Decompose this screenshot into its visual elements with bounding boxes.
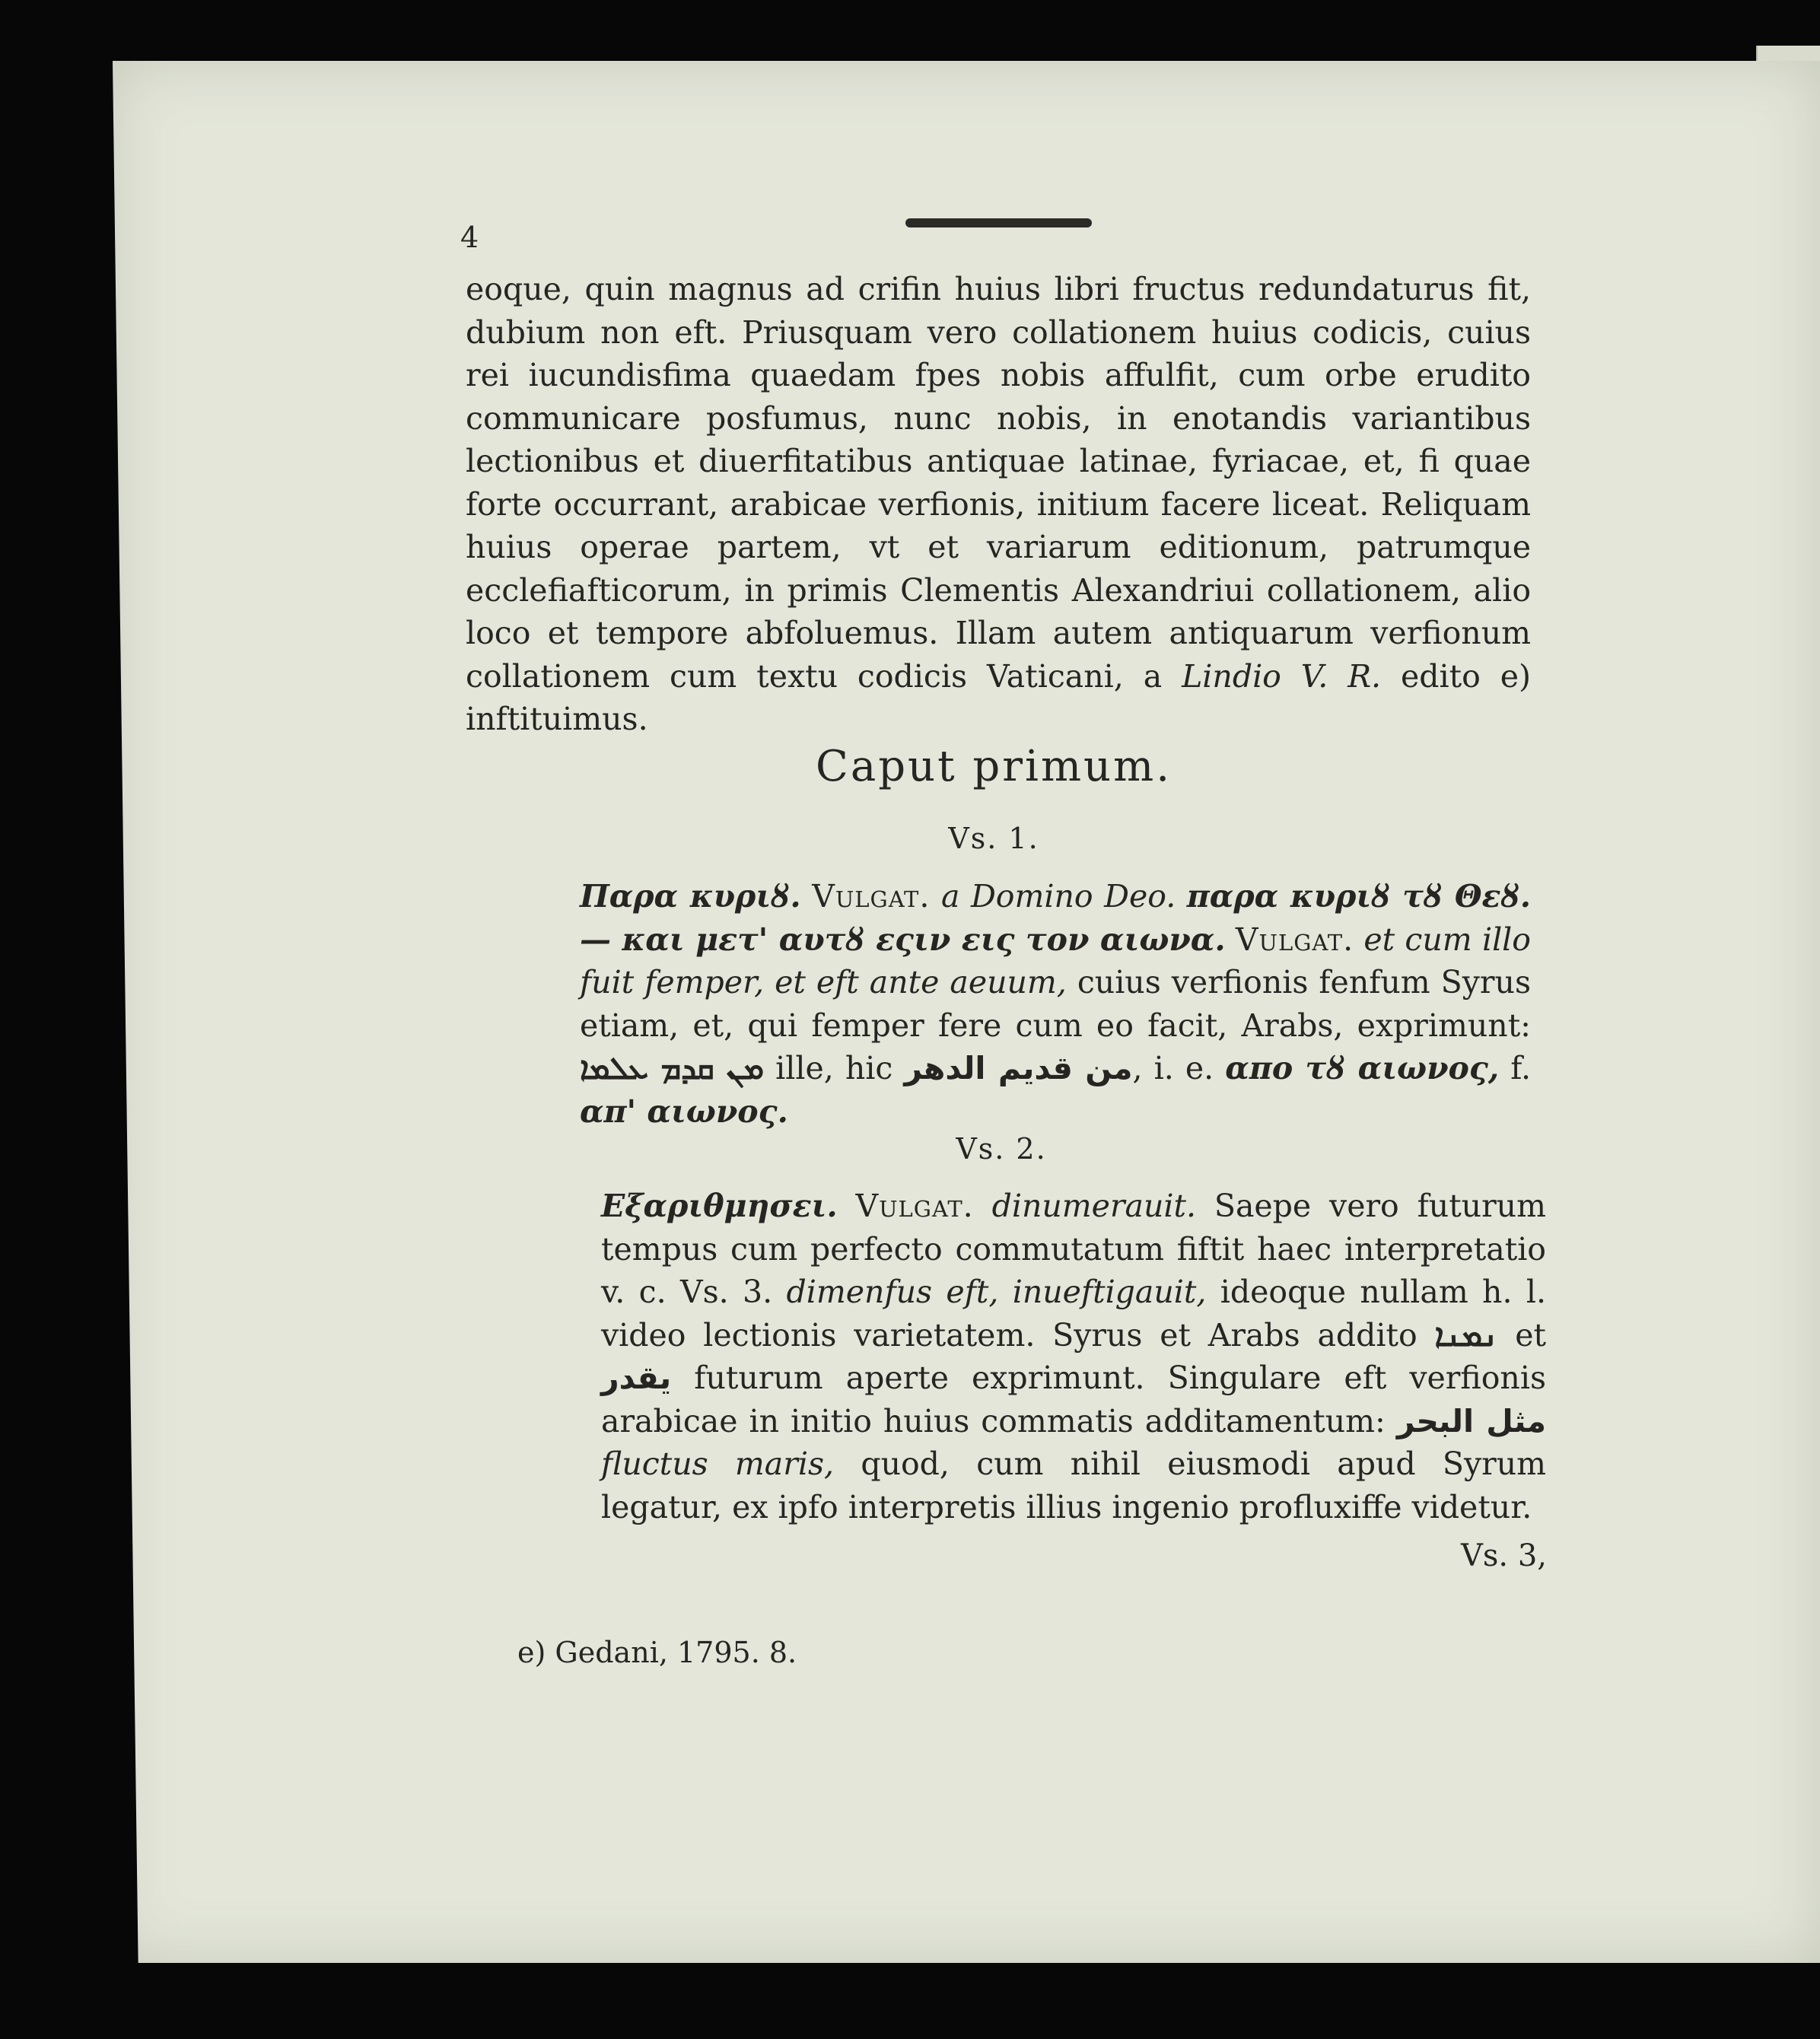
header-rule [905, 218, 1092, 227]
commentary-text-2: ille, hic [775, 1050, 893, 1086]
commentary-text-2: ideoque nullam h. l. video lectionis varietatem. Syrus et Arabs addito [601, 1274, 1546, 1354]
commentary-text-4: futurum aperte exprimunt. Singulare eft verfionis arabicae in initio huius commatis additamentum: [601, 1360, 1546, 1439]
catchword: Vs. 3, [1461, 1538, 1548, 1573]
commentary-text-5: quod, cum nihil eiusmodi apud Syrum legatur, ex ipfo interpretis illius ingenio profluxiffe videtur. [601, 1446, 1547, 1525]
intro-text: eoque, quin magnus ad crifin huius libri fructus redundaturus fit, dubium non eft. Priusquam vero collationem huius codicis, cuius rei iucundisfima quaedam fpes nobis affulfit, cum orbe erudito communicare posfumus, nunc nobis, in enotandis variantibus lectionibus et diuerfitatibus antiquae latinae, fyriacae, et, fi quae forte occurrant, arabicae verfionis, initium facere liceat. Reliquam huius operae partem, vt et variarum editionum, patrumque ecclefiafticorum, in primis Clementis Alexandriui collationem, alio loco et tempore abfoluemus. Illam autem antiquarum verfionum collationem cum textu codicis Vaticani, a [466, 271, 1531, 695]
intro-paragraph [466, 268, 1531, 741]
syriac-text: ܢܡܢܐ [1434, 1316, 1498, 1354]
vulgat-label: Vulgat. [855, 1188, 974, 1224]
greek-lemma: Εξαριθμησει. [601, 1188, 838, 1224]
intro-end: edito e) inftituimus. [466, 657, 1531, 737]
verse-1-label: Vs. 1. [948, 822, 1039, 855]
arabic-text-2: مثل البحر [1396, 1402, 1546, 1439]
arabic-text: يقدر [601, 1360, 672, 1396]
verse-2-paragraph [487, 1185, 1546, 1528]
greek-gloss: απο τȣ αιωνος, [1225, 1050, 1500, 1086]
footnote: e) Gedani, 1795. 8. [517, 1636, 797, 1669]
syriac-text: ܡܢ ܩܕܡ ܥܠܡܐ [580, 1050, 765, 1086]
commentary-text: cuius verfionis fenfum Syrus etiam, et, qui femper fere cum eo facit, Arabs, exprimunt: [580, 964, 1531, 1044]
verse-2-label: Vs. 2. [956, 1132, 1047, 1166]
page-number: 4 [460, 221, 479, 254]
commentary-text-4: f. [1510, 1050, 1531, 1086]
vulgate-reading: a Domino Deo. [940, 878, 1176, 915]
commentary-italic: dimenfus eft, inueftigauit, [786, 1274, 1207, 1310]
vulgat-label-2: Vulgat. [1235, 921, 1354, 958]
arabic-text: من قديم الدهر [904, 1050, 1133, 1086]
commentary-text-3: et [1515, 1316, 1546, 1354]
lindio-reference: Lindio V. R. [1182, 657, 1382, 695]
vulgat-label: Vulgat. [812, 878, 931, 915]
commentary-text-3: , i. e. [1132, 1050, 1214, 1086]
greek-reading: παρα κυριȣ τȣ Θεȣ. — και μετ' αυτȣ εςιν εις τον αιωνα. [580, 878, 1531, 958]
verse-1-paragraph [466, 875, 1531, 1133]
vulgate-reading-2: et cum illo fuit femper, et eft ante aeuum, [580, 921, 1531, 1000]
chapter-heading: Caput primum. [815, 742, 1172, 791]
commentary-text: Saepe vero futurum tempus cum perfecto commutatum fiftit haec interpretatio v. c. Vs. 3. [601, 1188, 1546, 1310]
greek-gloss-2: απ' αιωνος. [580, 1093, 788, 1130]
greek-lemma: Παρα κυριȣ. [580, 878, 801, 915]
vulgate-reading: dinumerauit. [991, 1188, 1196, 1224]
commentary-italic-2: fluctus maris, [601, 1446, 835, 1482]
